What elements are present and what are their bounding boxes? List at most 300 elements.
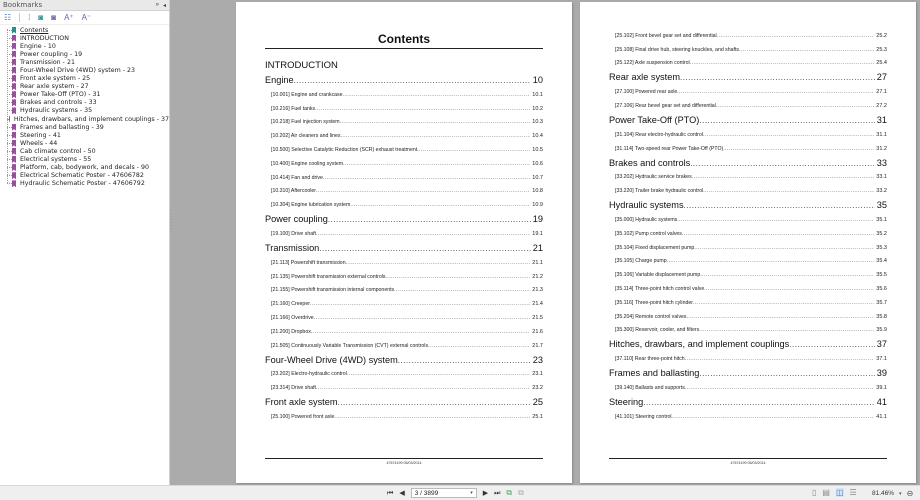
toc-page-number: 37 [876, 339, 887, 350]
toc-page-number: 10.5 [532, 147, 543, 154]
single-page-view-icon[interactable]: ▯ [812, 488, 817, 497]
toc-page-number: 21.3 [532, 287, 543, 294]
toc-entry-label: [21.113] Powershift transmission [271, 259, 346, 266]
zoom-out-icon[interactable]: ⊖ [906, 489, 914, 498]
toc-entry-label: [21.166] Overdrive [271, 315, 314, 322]
toc-page-number: 27.2 [876, 103, 887, 110]
toc-subsection-entry[interactable] [609, 43, 887, 57]
toc-entry-label: [27.100] Powered rear axle [615, 89, 678, 96]
page-footer: 47674199 05/03/2014 [730, 461, 766, 465]
toc-subsection-entry[interactable] [265, 116, 543, 130]
toc-subsection-entry[interactable] [609, 310, 887, 324]
bookmark-icon [12, 164, 16, 171]
toc-subsection-entry[interactable] [265, 256, 543, 270]
toc-intro[interactable]: INTRODUCTION [265, 59, 338, 71]
dot-leader [682, 231, 874, 237]
facing-view-icon[interactable]: ◫ [835, 488, 844, 497]
first-page-button[interactable]: ⏮ [387, 489, 394, 497]
toc-subsection-entry[interactable] [265, 185, 543, 199]
toc-section-entry[interactable] [609, 366, 887, 381]
toc-subsection-entry[interactable] [265, 171, 543, 185]
dot-leader [704, 286, 874, 292]
toc-subsection-entry[interactable] [265, 311, 543, 325]
next-page-button[interactable]: ▶ [482, 489, 489, 497]
bookmarks-panel [0, 0, 170, 485]
bookmark-item[interactable] [4, 131, 169, 139]
toc-page-number: 10.8 [532, 188, 543, 195]
toc-subsection-entry[interactable] [609, 99, 887, 113]
dot-leader [316, 231, 530, 237]
toc-page-number: 37.1 [876, 356, 887, 363]
toc-page-number: 23.1 [532, 371, 543, 378]
dot-leader [643, 398, 875, 407]
toc-entry-label: [35.104] Fixed displacement pump [615, 244, 695, 251]
toc-subsection-entry[interactable] [609, 85, 887, 99]
bookmark-label: Rear axle system - 27 [20, 83, 89, 91]
toc-entry-label: [23.314] Drive shaft [271, 385, 316, 392]
bookmark-item[interactable] [4, 147, 169, 155]
page-footer: 47674199 05/03/2014 [386, 461, 422, 465]
bookmark-label: Transmission - 21 [20, 58, 75, 66]
toc-subsection-entry[interactable] [609, 282, 887, 296]
toc-entry-label: [39.140] Ballasts and supports [615, 385, 685, 392]
toc-subsection-entry[interactable] [609, 184, 887, 198]
bookmark-label: Platform, cab, bodywork, and decals - 90 [20, 164, 150, 172]
dot-leader [428, 343, 530, 349]
toc-entry-label: [23.202] Electro-hydraulic control [271, 371, 347, 378]
bookmark-item[interactable] [4, 75, 169, 83]
bookmark-item[interactable] [4, 139, 169, 147]
toc-entry-label: [25.102] Front bevel gear set and differential [615, 32, 717, 39]
toc-entry-label: [27.106] Rear bevel gear set and differential [615, 103, 716, 110]
toc-entry-label: [41.101] Steering control [615, 413, 672, 420]
bookmark-label: Four-Wheel Drive (4WD) system - 23 [20, 67, 135, 75]
toc-entry-label: Front axle system [265, 397, 338, 408]
toc-subsection-entry[interactable] [265, 284, 543, 298]
dot-leader [328, 215, 531, 224]
toc-entry-label: [10.310] Aftercooler [271, 188, 316, 195]
toc-section-entry[interactable] [265, 353, 543, 368]
bookmark-label: Power coupling - 19 [20, 50, 83, 58]
toc-subsection-entry[interactable] [609, 268, 887, 282]
dot-leader [319, 244, 530, 253]
toc-entry-label: [21.160] Creeper [271, 301, 310, 308]
toc-entry-label: [37.110] Rear three-point hitch [615, 356, 685, 363]
bookmark-label: Steering - 41 [20, 131, 61, 139]
toc-entry-label: [35.114] Three-point hitch control valve [615, 286, 705, 293]
dot-leader [338, 398, 531, 407]
toc-page-number: 35.7 [876, 299, 887, 306]
page-3 [236, 2, 572, 483]
dot-leader [315, 106, 530, 112]
toc-subsection-entry[interactable] [265, 143, 543, 157]
dot-leader [316, 385, 530, 391]
toc-subsection-entry[interactable] [609, 324, 887, 338]
dot-leader [700, 272, 874, 278]
toc-entry-label: [25.122] Axle suspension control [615, 60, 690, 67]
page-title: Contents [378, 32, 430, 46]
toc-entry-label: [10.001] Engine and crankcase [271, 91, 343, 98]
dot-leader [314, 315, 531, 321]
bookmark-label: Front axle system - 25 [20, 75, 91, 83]
toc-section-entry[interactable] [609, 113, 887, 128]
toc-page-number: 21.4 [532, 301, 543, 308]
toc-page-number: 21.1 [532, 259, 543, 266]
previous-page-button[interactable]: ◀ [399, 489, 405, 497]
bookmark-label: Frames and ballasting - 39 [20, 123, 104, 131]
dot-leader [690, 60, 875, 66]
dot-leader [789, 340, 875, 349]
toc-right [609, 29, 887, 424]
toc-entry-label: [35.105] Charge pump [615, 258, 667, 265]
toc-entry-label: Hydraulic systems [609, 200, 684, 211]
page-dropdown-icon[interactable]: ▾ [470, 490, 473, 496]
toc-entry-label: [10.218] Fuel injection system [271, 119, 340, 126]
dot-leader [687, 314, 875, 320]
bookmark-item[interactable] [4, 115, 169, 123]
toc-section-entry[interactable] [609, 337, 887, 352]
dot-leader [394, 287, 530, 293]
dot-leader [672, 414, 875, 420]
toc-page-number: 35.6 [876, 286, 887, 293]
bookmark-icon [12, 91, 16, 98]
dot-leader [310, 301, 530, 307]
page-number-input[interactable] [411, 488, 477, 498]
bookmarks-toolbar [0, 11, 169, 25]
bookmark-item[interactable] [4, 107, 169, 115]
bookmark-label: Hydraulic Schematic Poster - 47606792 [20, 180, 145, 188]
bookmark-icon [12, 59, 16, 66]
page-number-value: 3 / 3899 [414, 489, 439, 497]
zoom-level[interactable]: 81.46% [872, 490, 895, 497]
dot-leader [341, 133, 531, 139]
bookmark-item[interactable] [4, 156, 169, 164]
toc-subsection-entry[interactable] [609, 57, 887, 71]
bookmark-label: Brakes and controls - 33 [20, 99, 97, 107]
dot-leader [693, 300, 874, 306]
bookmark-label: INTRODUCTION [20, 34, 69, 42]
dot-leader [385, 274, 530, 280]
dot-leader [311, 329, 530, 335]
bookmark-icon [12, 99, 16, 106]
bookmarks-header [0, 0, 169, 11]
bookmark-label: Power Take-Off (PTO) - 31 [20, 91, 101, 99]
bookmark-icon [12, 75, 16, 82]
toc-subsection-entry[interactable] [265, 198, 543, 212]
toc-section-entry[interactable] [265, 395, 543, 410]
bookmark-item[interactable] [4, 42, 169, 50]
toc-entry-label: Four-Wheel Drive (4WD) system [265, 354, 398, 365]
toc-subsection-entry[interactable] [265, 88, 543, 102]
add-bookmark-icon[interactable]: ◙ [38, 12, 44, 22]
dot-leader [316, 188, 530, 194]
toc-entry-label: [10.500] Selective Catalytic Reduction (SCR) exhaust treatment [271, 147, 418, 154]
toc-section-entry[interactable] [609, 395, 887, 410]
dot-leader [694, 245, 874, 251]
bookmark-item[interactable] [4, 172, 169, 180]
bookmark-item[interactable] [4, 123, 169, 131]
document-view[interactable] [171, 0, 920, 485]
toc-subsection-entry[interactable] [609, 241, 887, 255]
toc-page-number: 27.1 [876, 89, 887, 96]
toc-page-number: 25 [532, 397, 543, 408]
bookmark-icon [12, 124, 16, 131]
toc-page-number: 41 [876, 396, 887, 407]
dot-leader [347, 371, 530, 377]
bookmark-item[interactable] [4, 91, 169, 99]
toc-section-entry[interactable] [609, 70, 887, 85]
toc-entry-label: [35.116] Three-point hitch cylinder [615, 299, 693, 306]
toc-page-number: 25.2 [876, 32, 887, 39]
toc-entry-label: Rear axle system [609, 72, 680, 83]
dot-leader [717, 33, 875, 39]
bookmark-item[interactable] [4, 180, 169, 188]
toc-page-number: 23.2 [532, 385, 543, 392]
continuous-view-icon[interactable]: ▤ [822, 488, 830, 497]
toc-entry-label: [25.100] Powered front axle [271, 414, 335, 421]
page-4 [580, 2, 916, 483]
toc-entry-label: Power coupling [265, 214, 328, 225]
dot-leader [677, 217, 874, 223]
dot-leader [699, 327, 874, 333]
dot-leader [692, 174, 875, 180]
toc-section-entry[interactable] [265, 73, 543, 88]
toc-entry-label: Engine [265, 75, 294, 85]
duplicate-page-icon[interactable]: ⧉ [518, 488, 524, 497]
toc-subsection-entry[interactable] [265, 297, 543, 311]
toc-subsection-entry[interactable] [609, 142, 887, 156]
toc-entry-label: [10.414] Fan and drive [271, 174, 323, 181]
bookmark-label: Hydraulic systems - 35 [20, 107, 93, 115]
bookmark-item[interactable] [4, 58, 169, 66]
toc-page-number: 21.7 [532, 342, 543, 349]
toolbar-divider [19, 13, 20, 22]
bookmark-icon [12, 107, 16, 114]
close-panel-icon[interactable]: ◂ [162, 2, 166, 9]
toc-page-number: 19 [532, 214, 543, 225]
dot-leader [684, 201, 875, 210]
toc-entry-label: [21.155] Powershift transmission internal components [271, 287, 395, 294]
dot-leader [417, 147, 530, 153]
dot-leader [703, 132, 874, 138]
toc-section-entry[interactable] [609, 156, 887, 171]
toc-entry-label: [33.220] Trailer brake hydraulic control [615, 188, 704, 195]
toc-entry-label: Transmission [265, 242, 320, 253]
toc-page-number: 10.1 [532, 91, 543, 98]
toc-subsection-entry[interactable] [265, 157, 543, 171]
bookmark-tree [0, 25, 169, 188]
toc-page-number: 35.9 [876, 327, 887, 334]
toc-left [265, 57, 543, 424]
bookmark-icon [12, 27, 16, 34]
toc-entry-label: [10.400] Engine cooling system [271, 160, 344, 167]
toc-entry-label: [21.505] Continuously Variable Transmission (CVT) external controls [271, 342, 429, 349]
bookmark-icon [9, 116, 10, 123]
dot-leader [346, 260, 531, 266]
toc-subsection-entry[interactable] [265, 410, 543, 424]
dot-leader [703, 188, 874, 194]
footer-divider [609, 458, 887, 459]
bookmark-label: Engine - 10 [20, 42, 56, 50]
toc-subsection-entry[interactable] [609, 227, 887, 241]
toc-entry-label: Hitches, drawbars, and implement couplings [609, 339, 790, 350]
delete-bookmark-icon[interactable]: ◙ [51, 12, 57, 22]
title-divider [265, 48, 543, 49]
toc-page-number: 35.5 [876, 272, 887, 279]
toc-section-entry[interactable] [609, 198, 887, 213]
bookmark-item[interactable] [4, 99, 169, 107]
toc-subsection-entry[interactable] [609, 296, 887, 310]
toc-subsection-entry[interactable] [609, 255, 887, 269]
toc-page-number: 10.3 [532, 119, 543, 126]
toc-subsection-entry[interactable] [265, 227, 543, 241]
bookmark-icon [12, 67, 16, 74]
bookmark-icon [12, 148, 16, 155]
toc-subsection-entry[interactable] [265, 270, 543, 284]
toc-page-number: 10.6 [532, 160, 543, 167]
bookmark-label: Contents [20, 26, 49, 34]
toc-page-number: 10.4 [532, 133, 543, 140]
continuous-facing-view-icon[interactable]: ☰ [849, 488, 857, 497]
bookmark-item[interactable] [4, 34, 169, 42]
dot-leader [723, 146, 874, 152]
toc-page-number: 19.1 [532, 231, 543, 238]
font-decrease-icon[interactable]: A⁻ [81, 12, 92, 22]
bookmark-icon [12, 51, 16, 58]
toc-subsection-entry[interactable] [609, 171, 887, 185]
toc-subsection-entry[interactable] [265, 325, 543, 339]
bookmark-icon [12, 180, 16, 187]
font-increase-icon[interactable]: A⁺ [64, 12, 74, 22]
dot-leader [340, 119, 531, 125]
bookmark-label: Electrical systems - 55 [20, 156, 92, 164]
collapse-panel-icon[interactable]: » [155, 1, 159, 8]
dot-leader [343, 92, 531, 98]
toc-page-number: 21.6 [532, 328, 543, 335]
toc-page-number: 10.7 [532, 174, 543, 181]
toc-page-number: 35.1 [876, 217, 887, 224]
dot-leader [343, 161, 530, 167]
toc-entry-label: Frames and ballasting [609, 368, 700, 379]
bookmark-label: Cab climate control - 50 [20, 147, 96, 155]
bookmark-icon [12, 83, 16, 90]
footer-divider [265, 458, 543, 459]
dot-leader [294, 76, 531, 85]
bookmark-label: Electrical Schematic Poster - 47606782 [20, 172, 144, 180]
toc-entry-label: [35.106] Variable displacement pump [615, 272, 701, 279]
toc-subsection-entry[interactable] [265, 381, 543, 395]
zoom-dropdown-icon[interactable]: ▾ [899, 490, 902, 497]
toc-entry-label: [35.300] Reservoir, cooler, and filters [615, 327, 700, 334]
toc-page-number: 39 [876, 368, 887, 379]
toc-subsection-entry[interactable] [609, 29, 887, 43]
toc-page-number: 33.1 [876, 174, 887, 181]
bookmark-item[interactable] [4, 83, 169, 91]
toc-page-number: 21.5 [532, 315, 543, 322]
toc-page-number: 39.1 [876, 385, 887, 392]
dot-leader [350, 202, 530, 208]
toc-entry-label: [33.202] Hydraulic service brakes [615, 174, 692, 181]
toc-subsection-entry[interactable] [609, 128, 887, 142]
toc-page-number: 35.3 [876, 244, 887, 251]
toc-page-number: 10 [532, 75, 543, 85]
insert-page-icon[interactable]: ⧉ [506, 488, 513, 497]
toc-page-number: 31.1 [876, 131, 887, 138]
toc-subsection-entry[interactable] [265, 129, 543, 143]
bookmark-icon [12, 35, 16, 42]
toc-page-number: 35.4 [876, 258, 887, 265]
dot-leader [685, 385, 874, 391]
bookmark-icon [12, 43, 16, 50]
bookmarks-title: Bookmarks [3, 1, 43, 9]
bookmark-options-icon[interactable]: ☷ [4, 12, 12, 22]
bookmark-item[interactable] [4, 50, 169, 58]
toc-entry-label: [35.204] Remote control valves [615, 313, 687, 320]
toc-subsection-entry[interactable] [265, 368, 543, 382]
dot-leader [685, 356, 875, 362]
bookmark-item[interactable] [4, 66, 169, 74]
toc-page-number: 23 [532, 354, 543, 365]
toc-section-entry[interactable] [265, 212, 543, 227]
toc-page-number: 33 [876, 157, 887, 168]
toc-entry-label: [31.114] Two-speed rear Power Take-Off (PTO) [615, 145, 724, 152]
last-page-button[interactable]: ⏭ [494, 489, 501, 497]
toc-page-number: 35 [876, 200, 887, 211]
dot-leader [677, 89, 874, 95]
toc-page-number: 35.8 [876, 313, 887, 320]
toc-entry-label: [19.100] Drive shaft [271, 231, 316, 238]
bookmark-label: Hitches, drawbars, and implement couplings - 37 [13, 115, 169, 123]
toc-subsection-entry[interactable] [609, 352, 887, 366]
dot-leader [323, 175, 530, 181]
toc-entry-label: [10.216] Fuel tanks [271, 105, 316, 112]
dot-leader [699, 116, 874, 125]
toc-page-number: 10.2 [532, 105, 543, 112]
bookmark-icon [12, 132, 16, 139]
toc-subsection-entry[interactable] [265, 339, 543, 353]
toc-entry-label: [10.202] Air cleaners and lines [271, 133, 341, 140]
toc-entry-label: Brakes and controls [609, 157, 691, 168]
toc-page-number: 31.2 [876, 145, 887, 152]
toc-page-number: 21 [532, 242, 543, 253]
bookmark-label: Wheels - 44 [20, 139, 58, 147]
toc-subsection-entry[interactable] [609, 381, 887, 395]
toc-section-entry[interactable] [265, 241, 543, 256]
toc-entry-label: [31.104] Rear electro-hydraulic control [615, 131, 703, 138]
toc-subsection-entry[interactable] [609, 410, 887, 424]
expand-bookmark-icon[interactable]: ⁞ [28, 12, 31, 22]
toc-page-number: 21.2 [532, 273, 543, 280]
dot-leader [398, 356, 531, 365]
navigation-bar [0, 485, 920, 500]
bookmark-icon [12, 156, 16, 163]
toc-subsection-entry[interactable] [265, 102, 543, 116]
toc-entry-label: Steering [609, 396, 644, 407]
toc-page-number: 41.1 [876, 413, 887, 420]
dot-leader [690, 159, 875, 168]
toc-page-number: 25.4 [876, 60, 887, 67]
dot-leader [667, 258, 875, 264]
toc-subsection-entry[interactable] [609, 213, 887, 227]
bookmark-item[interactable] [4, 26, 169, 34]
bookmark-item[interactable] [4, 164, 169, 172]
toc-entry-label: [10.304] Engine lubrication system [271, 202, 351, 209]
dot-leader [716, 103, 874, 109]
dot-leader [739, 47, 874, 53]
toc-page-number: 25.1 [532, 414, 543, 421]
toc-page-number: 10.9 [532, 202, 543, 209]
toc-entry-label: [25.108] Final drive hub, steering knuckles, and shafts [615, 46, 739, 53]
